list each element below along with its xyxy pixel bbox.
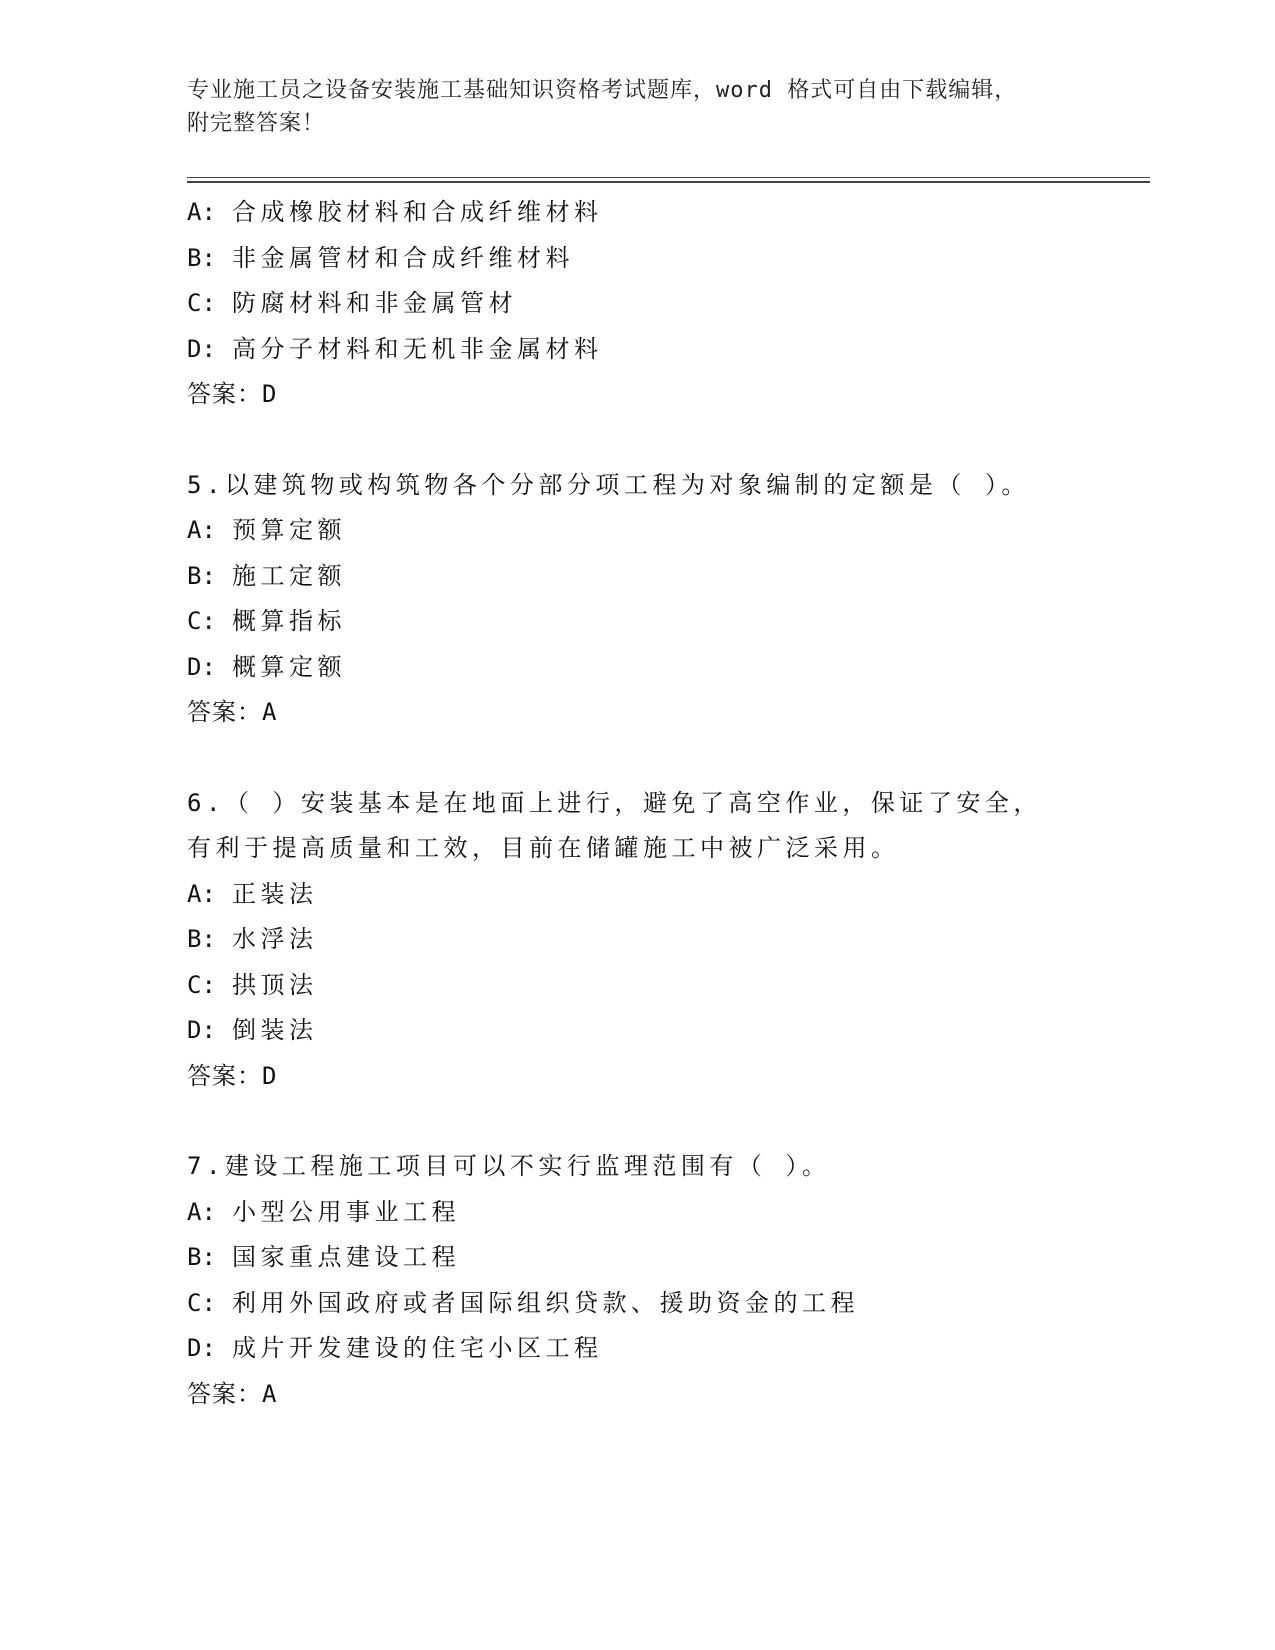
question-block-6 <box>187 781 1137 1100</box>
option-a <box>187 1190 1137 1236</box>
option-text: 利用外国政府或者国际组织贷款、援助资金的工程 <box>232 1288 859 1317</box>
option-d <box>187 1008 1137 1054</box>
option-text: 防腐材料和非金属管材 <box>232 289 517 317</box>
option-d <box>187 645 1137 691</box>
option-b <box>187 917 1137 963</box>
option-label: D: <box>187 652 216 681</box>
option-a <box>187 190 1137 236</box>
option-text: 概算指标 <box>232 607 346 635</box>
option-c <box>187 963 1137 1009</box>
option-a <box>187 508 1137 554</box>
answer-line: 答案：D <box>187 1061 278 1090</box>
page-header <box>187 74 1087 140</box>
option-label: A: <box>187 198 216 226</box>
option-text: 拱顶法 <box>232 970 318 999</box>
option-label: B: <box>187 925 216 953</box>
option-text: 高分子材料和无机非金属材料 <box>232 334 603 363</box>
answer-line: 答案：A <box>187 1379 278 1408</box>
question-text: 5.以建筑物或构筑物各个分部分项工程为对象编制的定额是（ ）。 <box>187 470 1030 499</box>
option-text: 倒装法 <box>232 1016 318 1044</box>
option-b <box>187 236 1137 282</box>
option-c <box>187 1281 1137 1327</box>
answer-line: 答案：A <box>187 698 278 726</box>
option-text: 概算定额 <box>232 652 346 681</box>
option-label: C: <box>187 289 216 317</box>
option-label: A: <box>187 516 216 544</box>
option-text: 预算定额 <box>232 516 346 544</box>
option-text: 成片开发建设的住宅小区工程 <box>232 1334 603 1362</box>
option-label: D: <box>187 1016 216 1044</box>
option-text: 正装法 <box>232 879 318 908</box>
option-text: 小型公用事业工程 <box>232 1197 460 1226</box>
option-text: 合成橡胶材料和合成纤维材料 <box>232 198 603 226</box>
question-text: 7.建设工程施工项目可以不实行监理范围有（ ）。 <box>187 1152 831 1180</box>
option-label: B: <box>187 243 216 272</box>
option-label: D: <box>187 334 216 363</box>
question-block-7 <box>187 1144 1137 1417</box>
question-text: 6.（ ）安装基本是在地面上进行，避免了高空作业，保证了安全，有利于提高质量和工效，目前在储罐施工中被广泛采用。 <box>187 788 1042 862</box>
header-line-1: 专业施工员之设备安装施工基础知识资格考试题库，word 格式可自由下载编辑， <box>187 78 1018 103</box>
option-c <box>187 281 1137 327</box>
option-label: A: <box>187 1197 216 1226</box>
option-text: 非金属管材和合成纤维材料 <box>232 243 574 272</box>
option-label: D: <box>187 1334 216 1362</box>
option-a <box>187 872 1137 918</box>
question-list <box>187 190 1137 1462</box>
option-c <box>187 599 1137 645</box>
answer-line: 答案：D <box>187 380 278 408</box>
header-rule-thick <box>187 181 1150 183</box>
option-label: C: <box>187 1288 216 1317</box>
option-b <box>187 554 1137 600</box>
option-text: 水浮法 <box>232 925 318 953</box>
option-label: C: <box>187 607 216 635</box>
option-d <box>187 327 1137 373</box>
header-rule-thin <box>187 177 1150 178</box>
question-block-5 <box>187 463 1137 736</box>
option-label: B: <box>187 1243 216 1271</box>
question-block-4 <box>187 190 1137 418</box>
option-label: A: <box>187 879 216 908</box>
option-label: C: <box>187 970 216 999</box>
option-text: 施工定额 <box>232 561 346 590</box>
option-b <box>187 1235 1137 1281</box>
option-d <box>187 1326 1137 1372</box>
option-text: 国家重点建设工程 <box>232 1243 460 1271</box>
option-label: B: <box>187 561 216 590</box>
header-line-2: 附完整答案！ <box>187 111 326 136</box>
